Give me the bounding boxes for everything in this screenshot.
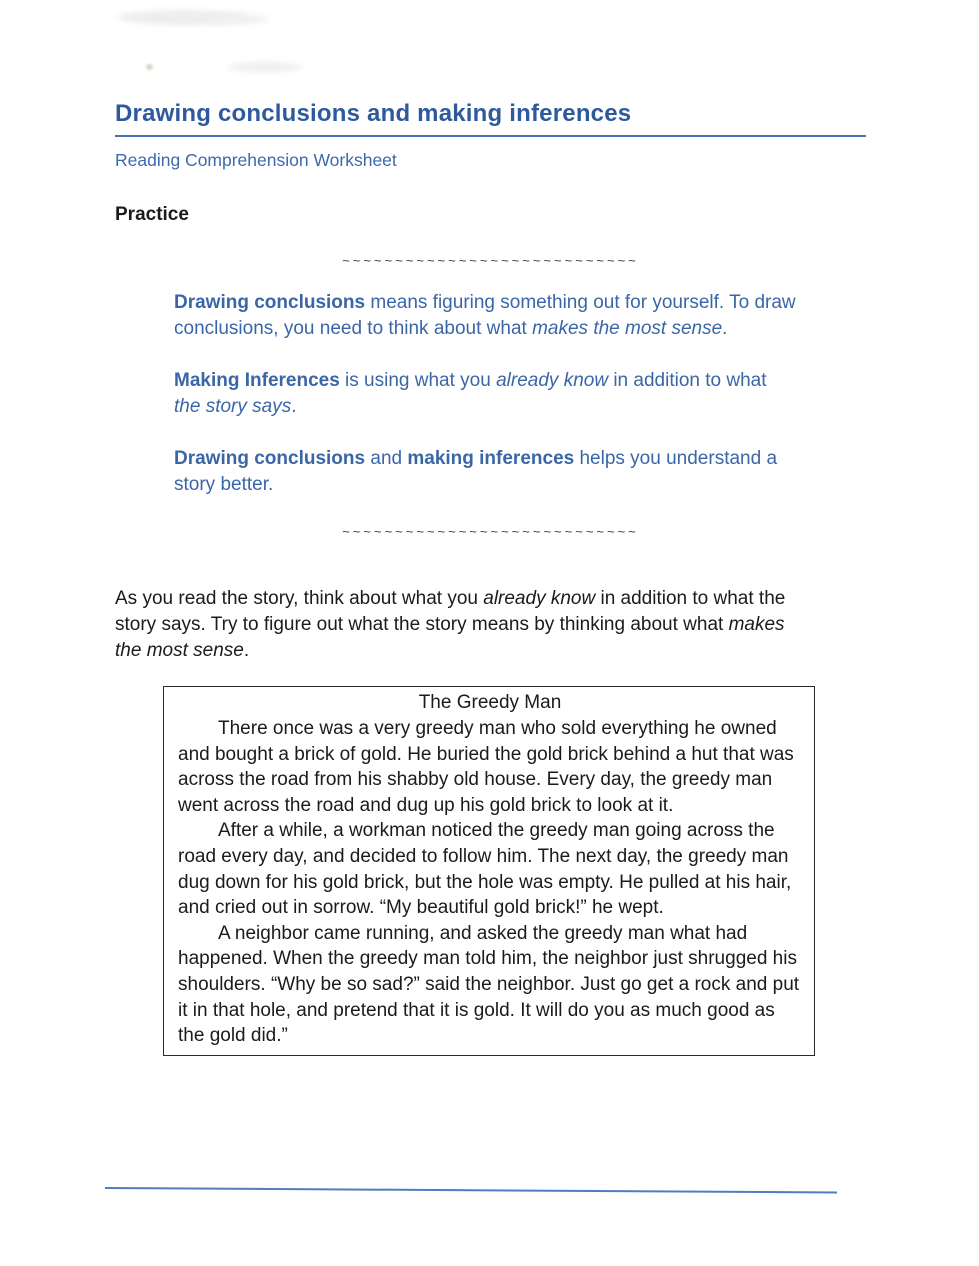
definitions-block [174, 290, 796, 498]
page-subtitle: Reading Comprehension Worksheet [115, 150, 397, 170]
story-title: The Greedy Man [418, 692, 562, 713]
story-paragraph-3: A neighbor came running, and asked the greedy man what had happened. When the greedy man told him, the neighbor just shrugged his shoulders. “Why be so sad?” said the neighbor. Just go get a rock and put it in that hole, and pretend that it is gold. It will do you as much good as the gold did.” [178, 922, 800, 1047]
page-content [115, 0, 866, 1056]
story-paragraph-2: After a while, a workman noticed the greedy man going across the road every day, and decided to follow him. The next day, the greedy man dug down for his gold brick, but the hole was empty. He pulled at his hair, and cried out in sorrow. “My beautiful gold brick!” he wept. [178, 820, 792, 919]
footer-rule [105, 1187, 837, 1193]
tilde-divider-top: ~~~~~~~~~~~~~~~~~~~~~~~~~~~~ [342, 253, 639, 268]
section-heading-practice: Practice [115, 204, 189, 225]
page-title: Drawing conclusions and making inferences [115, 100, 632, 127]
definition-combined: Drawing conclusions and making inferences helps you understand a story better. [174, 448, 778, 495]
story-box [163, 686, 815, 1056]
tilde-divider-bottom: ~~~~~~~~~~~~~~~~~~~~~~~~~~~~ [342, 524, 639, 539]
definition-making-inferences: Making Inferences is using what you already know in addition to what the story says. [174, 370, 767, 417]
instructions-paragraph: As you read the story, think about what you already know in addition to what the story says. Try to figure out what the story means by thinking about what makes the most sense. [115, 588, 786, 661]
definition-drawing-conclusions: Drawing conclusions means figuring something out for yourself. To draw conclusions, you need to think about what makes the most sense. [174, 292, 796, 339]
title-underline-rule [115, 135, 866, 137]
story-paragraph-1: There once was a very greedy man who sold everything he owned and bought a brick of gold. He buried the gold brick behind a hut that was across the road from his shabby old house. Every day, the greedy man went across the road and dug up his gold brick to look at it. [178, 718, 794, 816]
